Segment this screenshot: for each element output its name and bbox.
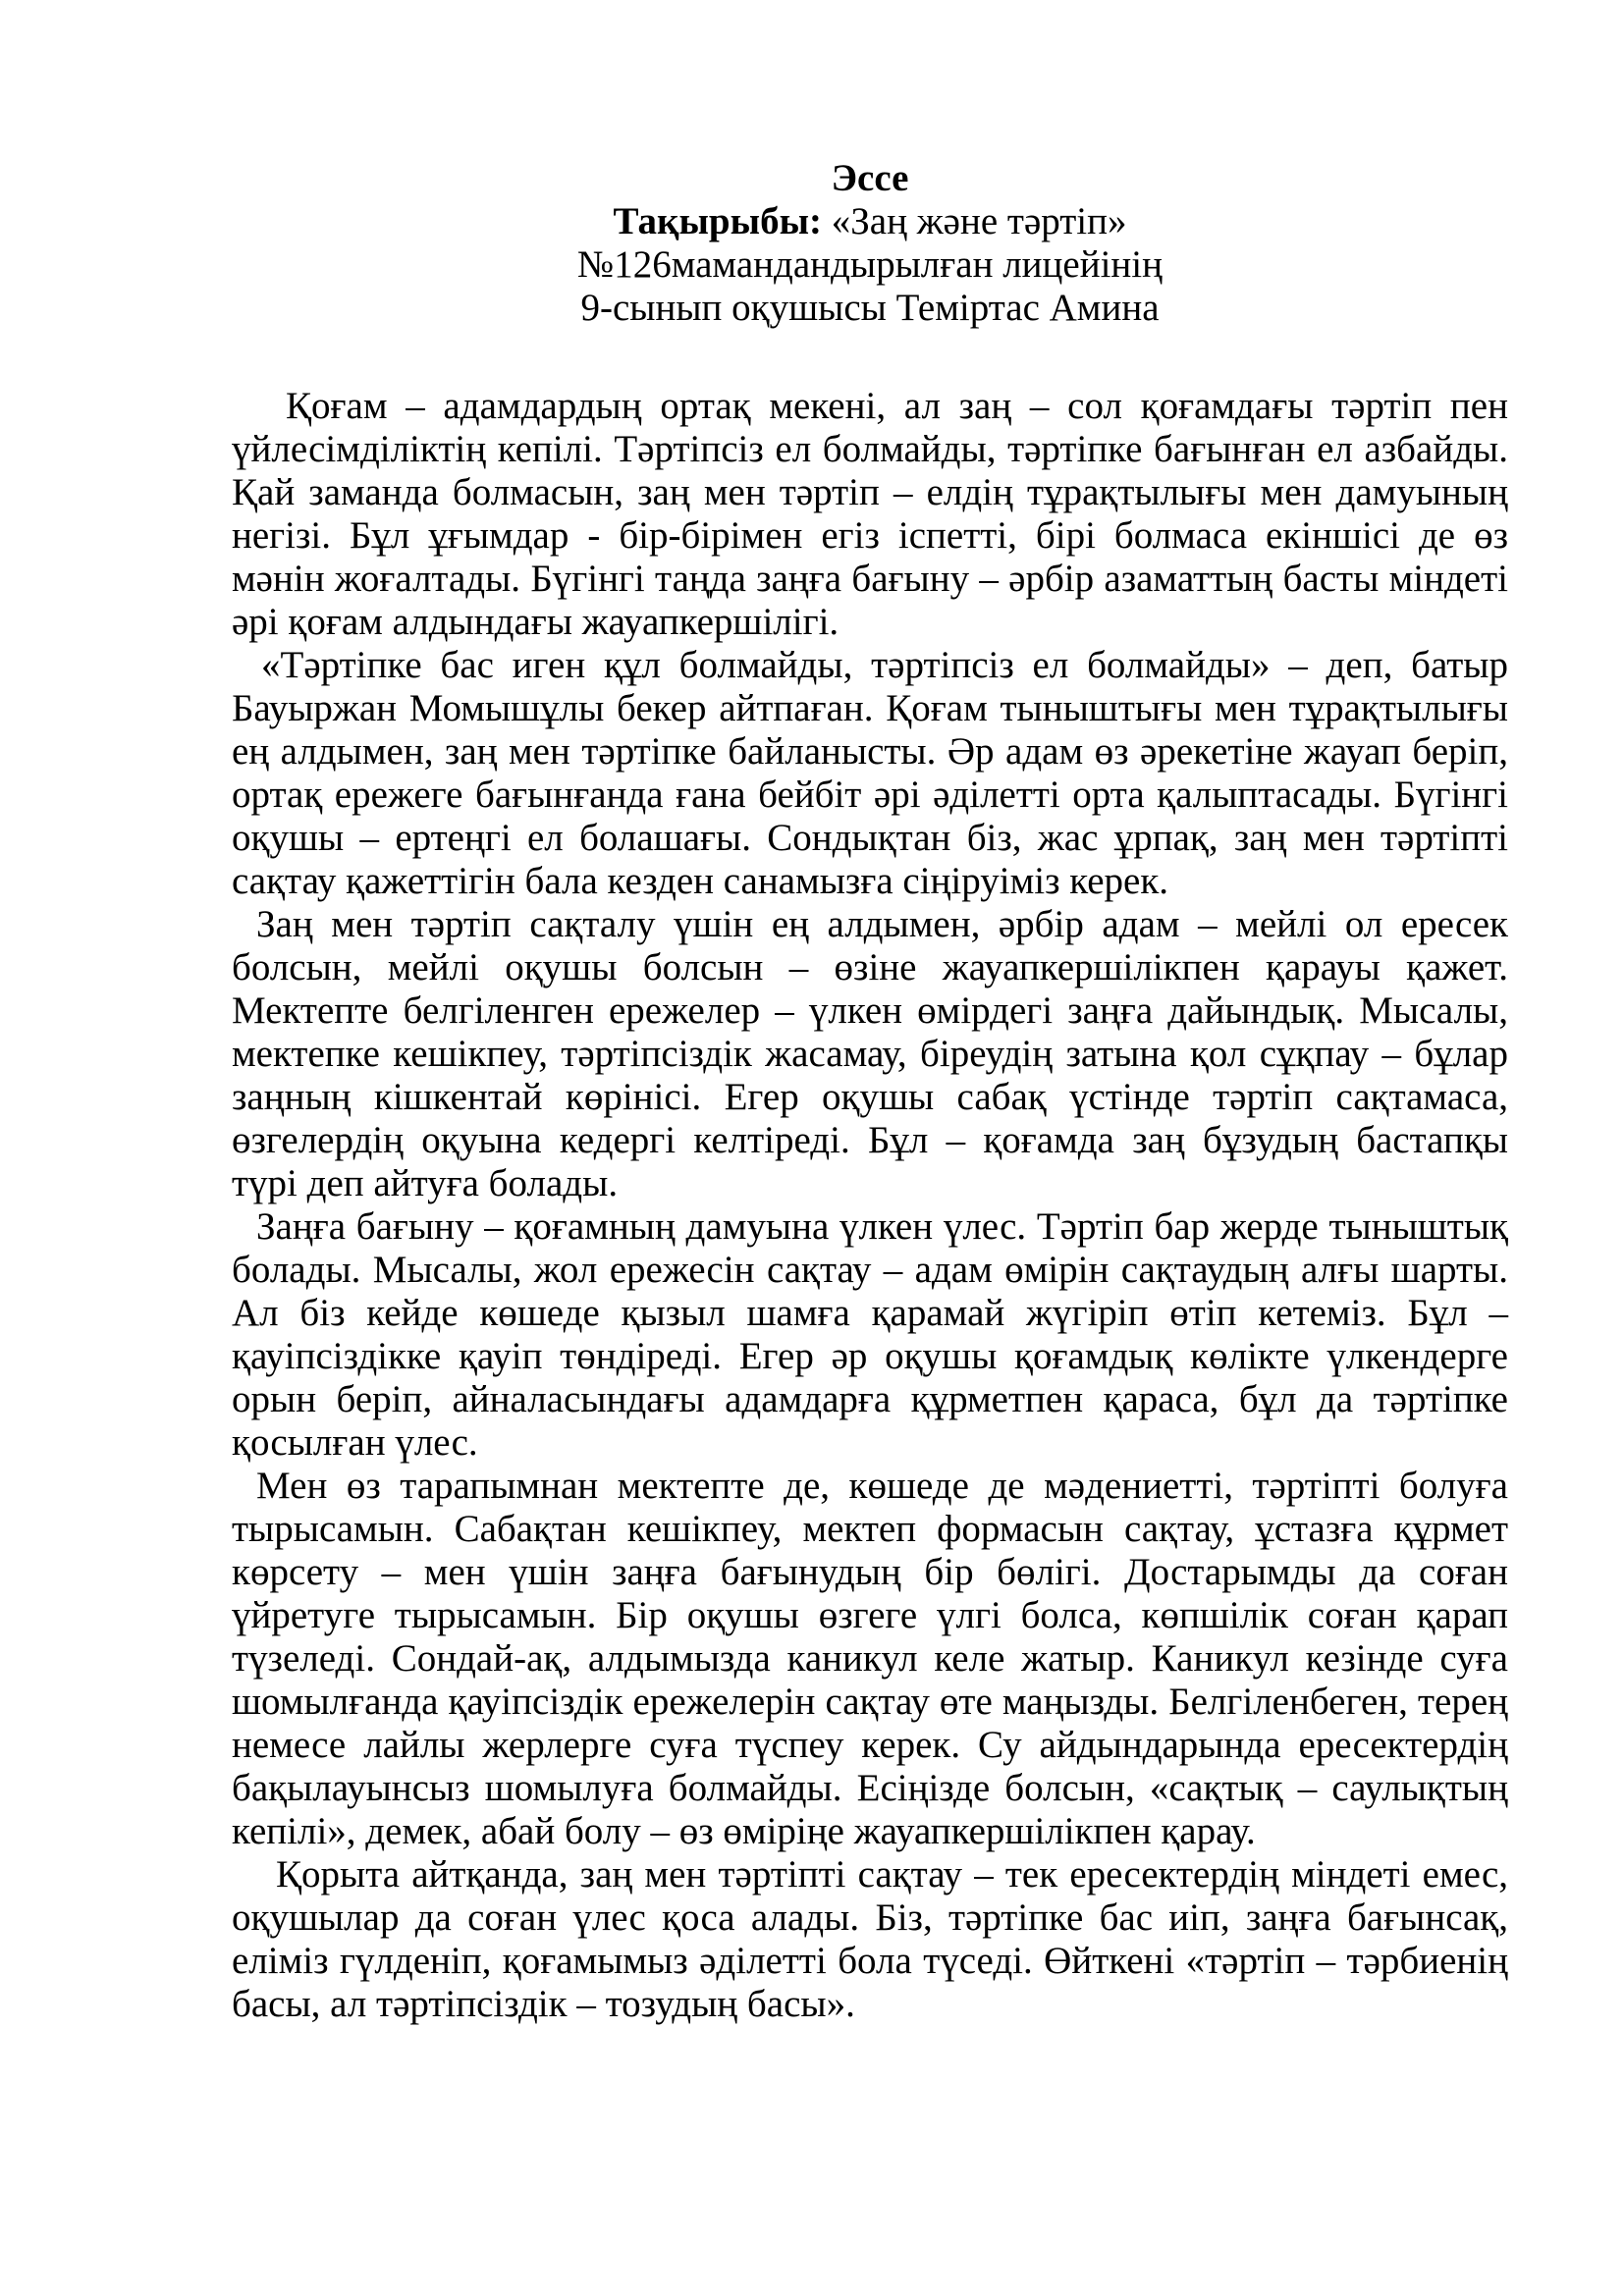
document-header — [232, 157, 1508, 330]
essay-school-line: №126мамандандырылған лицейінің — [577, 243, 1163, 286]
essay-topic-label: Тақырыбы: — [613, 200, 823, 242]
essay-title: Эссе — [831, 157, 909, 199]
essay-paragraph: «Тәртіпке бас иген құл болмайды, тәртіпсіз ел болмайды» – деп, батыр Бауыржан Момышұлы бекер айтпаған. Қоғам тыныштығы мен тұрақтылығы ең алдымен, заң мен тәртіпке байланысты. Әр адам өз әрекетіне жауап беріп, ортақ ережеге бағынғанда ғана бейбіт әрі әділетті орта қалыптасады. Бүгінгі оқушы – ертеңгі ел болашағы. Сондықтан біз, жас ұрпақ, заң мен тәртіпті сақтау қажеттігін бала кезден санамызға сіңіруіміз керек. — [232, 644, 1508, 902]
essay-author-line: 9-сынып оқушысы Теміртас Амина — [580, 287, 1160, 329]
essay-paragraph: Мен өз тарапымнан мектепте де, көшеде де мәдениетті, тәртіпті болуға тырысамын. Сабақтан кешікпеу, мектеп формасын сақтау, ұстазға құрмет көрсету – мен үшін заңға бағынудың бір бөлігі. Достарымды да соған үйретуге тырысамын. Бір оқушы өзгеге үлгі болса, көпшілік соған қарап түзеледі. Сондай-ақ, алдымызда каникул келе жатыр. Каникул кезінде суға шомылғанда қауіпсіздік ережелерін сақтау өте маңызды. Белгіленбеген, терең немесе лайлы жерлерге суға түспеу керек. Су айдындарында ересектердің бақылауынсыз шомылуға болмайды. Есіңізде болсын, «сақтық – саулықтың кепілі», демек, абай болу – өз өміріңе жауапкершілікпен қарау. — [232, 1465, 1508, 1852]
essay-paragraph: Заң мен тәртіп сақталу үшін ең алдымен, әрбір адам – мейлі ол ересек болсын, мейлі оқушы болсын – өзіне жауапкершілікпен қарауы қажет. Мектепте белгіленген ережелер – үлкен өмірдегі заңға дайындық. Мысалы, мектепке кешікпеу, тәртіпсіздік жасамау, біреудің затына қол сұқпау – бұлар заңның кішкентай көрінісі. Егер оқушы сабақ үстінде тәртіп сақтамаса, өзгелердің оқуына кедергі келтіреді. Бұл – қоғамда заң бұзудың бастапқы түрі деп айтуға болады. — [232, 903, 1508, 1204]
essay-paragraph: Қоғам – адамдардың ортақ мекені, ал заң – сол қоғамдағы тәртіп пен үйлесімділіктің кепілі. Тәртіпсіз ел болмайды, тәртіпке бағынған ел азбайды. Қай заманда болмасын, заң мен тәртіп – елдің тұрақтылығы мен дамуының негізі. Бұл ұғымдар - бір-бірімен егіз іспетті, бірі болмаса екіншісі де өз мәнін жоғалтады. Бүгінгі таңда заңға бағыну – әрбір азаматтың басты міндеті әрі қоғам алдындағы жауапкершілігі. — [232, 385, 1508, 643]
essay-topic-line — [232, 200, 1508, 243]
essay-paragraph: Қорыта айтқанда, заң мен тәртіпті сақтау – тек ересектердің міндеті емес, оқушылар да соған үлес қоса алады. Біз, тәртіпке бас иіп, заңға бағынсақ, еліміз гүлденіп, қоғамымыз әділетті бола түседі. Өйткені «тәртіп – тәрбиенің басы, ал тәртіпсіздік – тозудың басы». — [232, 1853, 1508, 2025]
essay-body — [232, 385, 1508, 2026]
essay-topic-value: «Заң және тәртіп» — [822, 200, 1127, 242]
essay-paragraph: Заңға бағыну – қоғамның дамуына үлкен үлес. Тәртіп бар жерде тыныштық болады. Мысалы, жол ережесін сақтау – адам өмірін сақтаудың алғы шарты. Ал біз кейде көшеде қызыл шамға қарамай жүгіріп өтіп кетеміз. Бұл – қауіпсіздікке қауіп төндіреді. Егер әр оқушы қоғамдық көлікте үлкендерге орын беріп, айналасындағы адамдарға құрметпен қараса, бұл да тәртіпке қосылған үлес. — [232, 1205, 1508, 1464]
